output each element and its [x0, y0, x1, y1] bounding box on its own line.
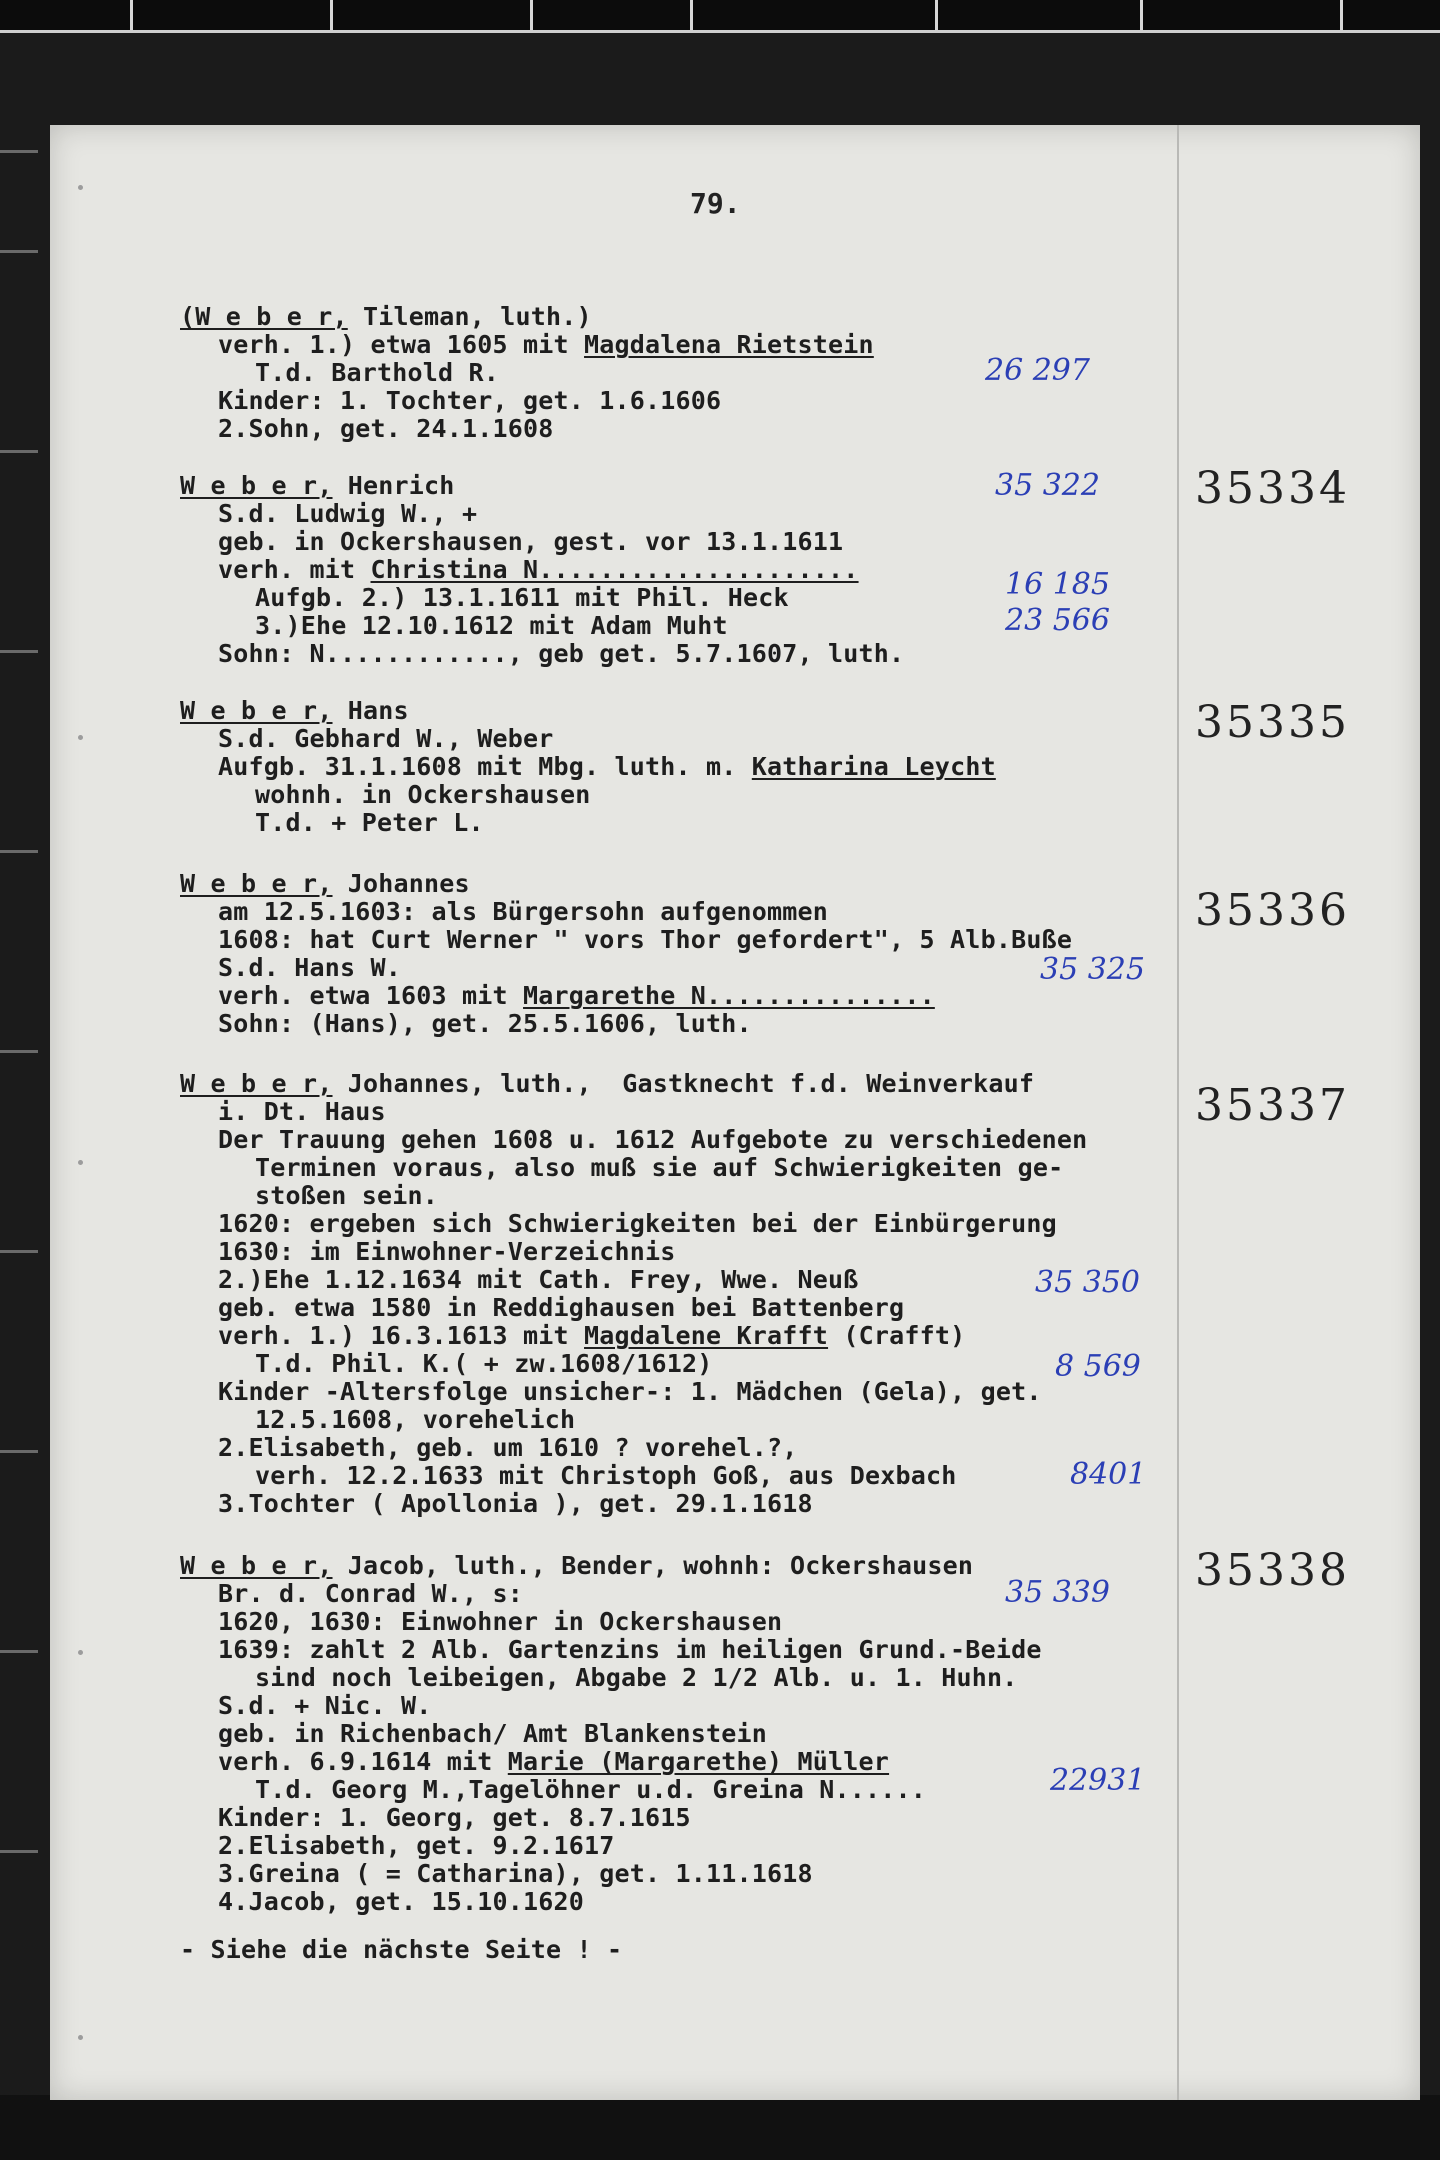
entry-line: verh. 1.) etwa 1605 mit Magdalena Rietstein [218, 330, 874, 359]
handwritten-number: 22931 [1050, 1763, 1146, 1798]
entry-line: stoßen sein. [255, 1181, 439, 1210]
document-page [50, 125, 1420, 2100]
entry-line: (W e b e r, Tileman, luth.) [180, 302, 592, 331]
margin-rule [1177, 125, 1179, 2100]
entry-line: 4.Jacob, get. 15.10.1620 [218, 1887, 585, 1916]
entry-line: geb. etwa 1580 in Reddighausen bei Battenberg [218, 1293, 905, 1322]
entry-line: Terminen voraus, also muß sie auf Schwierigkeiten ge- [255, 1153, 1064, 1182]
entry-line: verh. 6.9.1614 mit Marie (Margarethe) Müller [218, 1747, 890, 1776]
entry-line: 1620: ergeben sich Schwierigkeiten bei der Einbürgerung [218, 1209, 1057, 1238]
entry-line: W e b e r, Hans [180, 696, 409, 725]
record-number: 35336 [1195, 885, 1350, 936]
film-mark [78, 1650, 83, 1655]
entry-line: Br. d. Conrad W., s: [218, 1579, 524, 1608]
page-number: 79. [690, 187, 741, 220]
entry-line: verh. 1.) 16.3.1613 mit Magdalene Krafft (Crafft) [218, 1321, 966, 1350]
handwritten-number: 8 569 [1055, 1349, 1141, 1384]
film-mark [78, 735, 83, 740]
film-mark [78, 185, 83, 190]
record-number: 35335 [1195, 697, 1350, 748]
entry-line: Aufgb. 31.1.1608 mit Mbg. luth. m. Katharina Leycht [218, 752, 996, 781]
entry-line: W e b e r, Jacob, luth., Bender, wohnh: Ockershausen [180, 1551, 974, 1580]
entry-line: T.d. Phil. K.( + zw.1608/1612) [255, 1349, 713, 1378]
handwritten-number: 35 339 [1005, 1575, 1110, 1610]
handwritten-number: 8401 [1070, 1457, 1147, 1492]
entry-line: S.d. Ludwig W., + [218, 499, 478, 528]
scanner-bottom [0, 2095, 1440, 2160]
entry-line: Kinder -Altersfolge unsicher-: 1. Mädchen (Gela), get. [218, 1377, 1042, 1406]
scanner-ruler [0, 0, 1440, 33]
entry-line: Sohn: N............, geb get. 5.7.1607, luth. [218, 639, 905, 668]
entry-line: 2.)Ehe 1.12.1634 mit Cath. Frey, Wwe. Neuß [218, 1265, 859, 1294]
entry-line: S.d. + Nic. W. [218, 1691, 432, 1720]
entry-line: i. Dt. Haus [218, 1097, 386, 1126]
entry-line: 1620, 1630: Einwohner in Ockershausen [218, 1607, 783, 1636]
entry-line: Sohn: (Hans), get. 25.5.1606, luth. [218, 1009, 752, 1038]
record-number: 35337 [1195, 1080, 1350, 1131]
handwritten-number: 35 350 [1035, 1265, 1140, 1300]
entry-line: T.d. Barthold R. [255, 358, 500, 387]
entry-line: verh. etwa 1603 mit Margarethe N............... [218, 981, 935, 1010]
entry-line: T.d. + Peter L. [255, 808, 484, 837]
entry-line: 2.Elisabeth, get. 9.2.1617 [218, 1831, 615, 1860]
handwritten-number: 16 185 [1005, 567, 1110, 602]
entry-line: 12.5.1608, vorehelich [255, 1405, 576, 1434]
handwritten-number: 23 566 [1005, 603, 1110, 638]
entry-line: W e b e r, Henrich [180, 471, 455, 500]
film-mark [78, 2035, 83, 2040]
entry-line: 3.Tochter ( Apollonia ), get. 29.1.1618 [218, 1489, 813, 1518]
entry-line: Aufgb. 2.) 13.1.1611 mit Phil. Heck [255, 583, 789, 612]
entry-line: 2.Sohn, get. 24.1.1608 [218, 414, 554, 443]
entry-line: Kinder: 1. Tochter, get. 1.6.1606 [218, 386, 722, 415]
entry-line: 1639: zahlt 2 Alb. Gartenzins im heiligen Grund.-Beide [218, 1635, 1042, 1664]
entry-line: 1608: hat Curt Werner " vors Thor gefordert", 5 Alb.Buße [218, 925, 1073, 954]
handwritten-number: 35 322 [995, 468, 1100, 503]
entry-line: wohnh. in Ockershausen [255, 780, 591, 809]
entry-line: W e b e r, Johannes [180, 869, 470, 898]
entry-line: Der Trauung gehen 1608 u. 1612 Aufgebote zu verschiedenen [218, 1125, 1088, 1154]
entry-line: 3.)Ehe 12.10.1612 mit Adam Muht [255, 611, 728, 640]
entry-line: S.d. Gebhard W., Weber [218, 724, 554, 753]
entry-line: W e b e r, Johannes, luth., Gastknecht f.d. Weinverkauf [180, 1069, 1035, 1098]
entry-line: 3.Greina ( = Catharina), get. 1.11.1618 [218, 1859, 813, 1888]
entry-line: verh. mit Christina N..................... [218, 555, 859, 584]
film-mark [78, 1160, 83, 1165]
page-footer-note: - Siehe die nächste Seite ! - [180, 1935, 623, 1964]
entry-line: verh. 12.2.1633 mit Christoph Goß, aus Dexbach [255, 1461, 957, 1490]
entry-line: S.d. Hans W. [218, 953, 402, 982]
entry-line: 1630: im Einwohner-Verzeichnis [218, 1237, 676, 1266]
entry-line: Kinder: 1. Georg, get. 8.7.1615 [218, 1803, 691, 1832]
entry-line: geb. in Ockershausen, gest. vor 13.1.1611 [218, 527, 844, 556]
entry-line: geb. in Richenbach/ Amt Blankenstein [218, 1719, 768, 1748]
entry-line: sind noch leibeigen, Abgabe 2 1/2 Alb. u. 1. Huhn. [255, 1663, 1018, 1692]
entry-line: am 12.5.1603: als Bürgersohn aufgenommen [218, 897, 829, 926]
handwritten-number: 26 297 [985, 353, 1090, 388]
record-number: 35338 [1195, 1545, 1350, 1596]
handwritten-number: 35 325 [1040, 952, 1145, 987]
film-edge [0, 120, 40, 2020]
record-number: 35334 [1195, 463, 1350, 514]
entry-line: 2.Elisabeth, geb. um 1610 ? vorehel.?, [218, 1433, 798, 1462]
entry-line: T.d. Georg M.,Tagelöhner u.d. Greina N...... [255, 1775, 927, 1804]
